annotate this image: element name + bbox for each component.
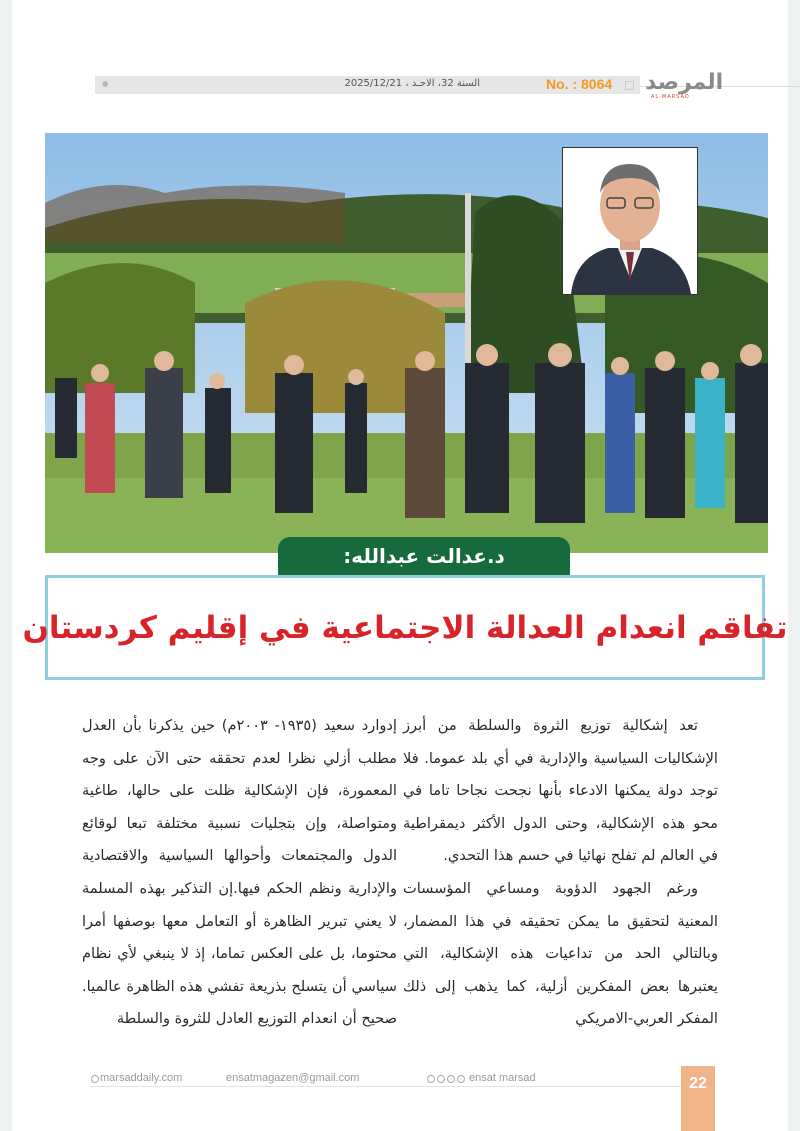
header-dot-icon xyxy=(102,81,108,87)
article-column-right xyxy=(403,710,718,1036)
globe-icon xyxy=(91,1075,99,1083)
page-number: 22 xyxy=(689,1075,707,1092)
magazine-logo xyxy=(645,70,725,104)
page-number-tab xyxy=(681,1066,715,1131)
social-icons xyxy=(427,1075,465,1083)
author-portrait xyxy=(562,147,698,295)
twitter-icon[interactable] xyxy=(437,1075,445,1083)
paragraph: ورغم الجهود الدؤوبة ومساعي المؤسسات المعنية لتحقيق ما يمكن تحقيقه في هذا المضمار، وبالتالي الحد من تداعيات هذه الإشكالية، التي يعتبرها بعض المفكرين أزلية، كما يذهب إلى ذلك المفكر العربي-الامريكي xyxy=(403,879,718,1028)
instagram-icon[interactable] xyxy=(447,1075,455,1083)
paragraph: تعد إشكالية توزيع الثروة والسلطة من أبرز الإشكاليات السياسية والإدارية في أي بلد عموما. فلا توجد دولة يمكنها الادعاء بأنها نجحت نجاحا تاما في محو هذه الإشكالية، وحتى الدول الأكثر ديمقراطية في العالم لم تفلح نهائيا في حسم هذا التحدي. xyxy=(403,717,718,865)
paragraph: إدوارد سعيد (١٩٣٥- ٢٠٠٣م) حين يذكرنا بأن العدل مطلب أزلي نظرا لعدم تحققه حتى الآن على وجه المعمورة، فإن الإشكالية ظلت على حالها، طاغية ومتواصلة، وإن بتجليات نسبية مختلفة تبعا لوقائع الدول والمجتمعات وأحوالها السياسية والاقتصادية والإدارية ونظم الحكم فيها.إن التذكير بهذه المسلمة لا يعني تبرير الظاهرة أو التعامل معها بوصفها أمرا محتوما، بل على العكس تماما، إذ لا ينبغي لأي نظام سياسي أن يتسلح بذريعة تفشي هذه الظاهرة عالميا. صحيح أن انعدام التوزيع العادل للثروة والسلطة xyxy=(82,717,397,1028)
issue-date: السنة 32، الاحـد ، 2025/12/21 xyxy=(344,78,480,89)
article-title: تفاقم انعدام العدالة الاجتماعية في إقليم كردستان xyxy=(22,609,788,646)
youtube-icon[interactable] xyxy=(457,1075,465,1083)
facebook-icon[interactable] xyxy=(427,1075,435,1083)
issue-number: No. : 8064 xyxy=(546,76,613,92)
author-name: د.عدالت عبدالله: xyxy=(343,544,505,568)
author-label xyxy=(278,537,570,575)
logo-text: المرصد xyxy=(645,70,724,95)
page-edge-right xyxy=(788,0,800,1131)
footer-social-handle[interactable]: ensat marsad xyxy=(469,1072,536,1084)
header-box-icon xyxy=(625,81,634,90)
title-frame xyxy=(22,575,788,680)
footer-website[interactable]: marsaddaily.com xyxy=(100,1072,183,1084)
page-edge-left xyxy=(0,0,12,1131)
footer-email[interactable]: ensatmagazen@gmail.com xyxy=(226,1072,360,1084)
footer-rule xyxy=(90,1086,710,1087)
logo-subtext: AL-MARSAD xyxy=(651,94,690,100)
article-column-left xyxy=(82,710,397,1036)
